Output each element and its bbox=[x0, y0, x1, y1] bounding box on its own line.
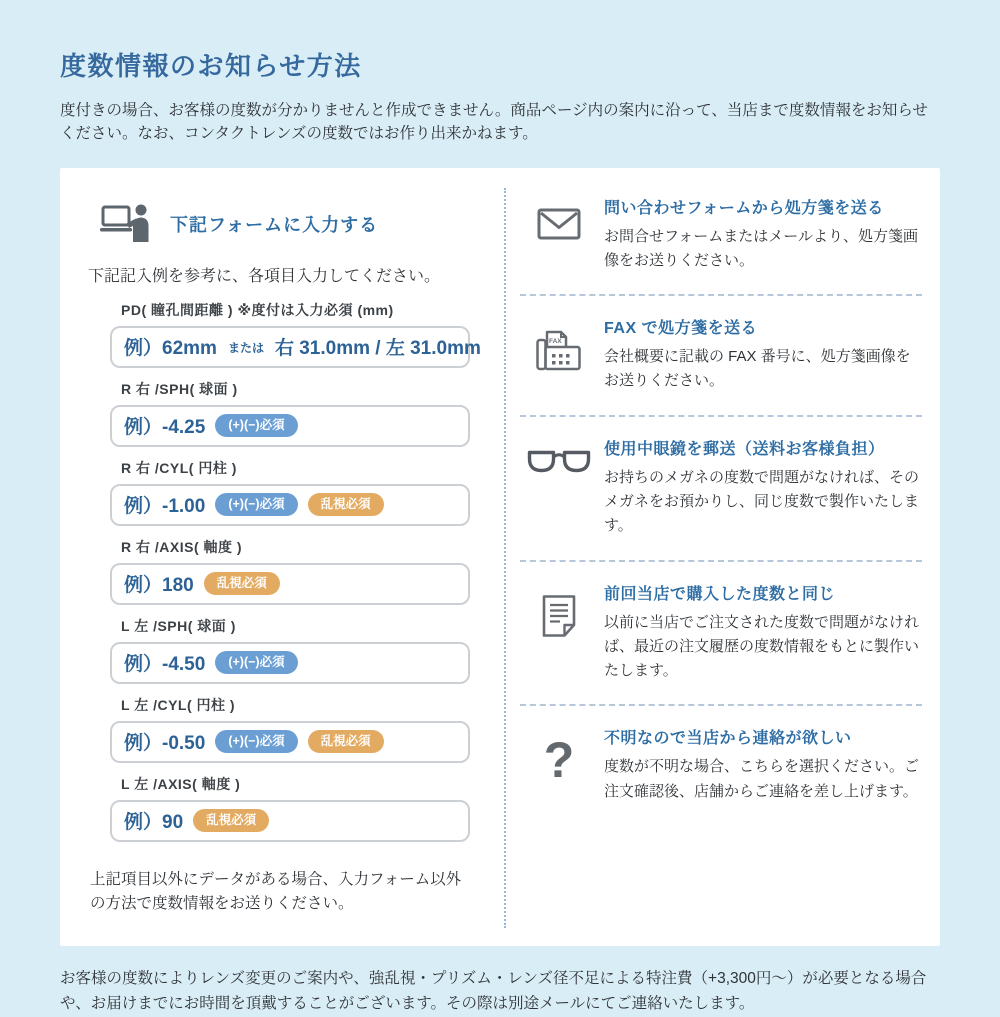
method-text bbox=[604, 195, 920, 274]
method-body: お問合せフォームまたはメールより、処方箋画像をお送りください。 bbox=[604, 227, 918, 269]
method-text bbox=[604, 581, 920, 684]
method-mail-glasses bbox=[520, 415, 922, 560]
field-label: R 右 /CYL( 円柱 ) bbox=[121, 459, 237, 476]
plus-minus-required-badge: (+)(−)必須 bbox=[215, 651, 297, 674]
plus-minus-required-badge: (+)(−)必須 bbox=[215, 730, 297, 753]
method-body: 会社概要に記載の FAX 番号に、処方箋画像をお送りください。 bbox=[604, 348, 911, 390]
method-body: 以前に当店でご注文された度数で問題がなければ、最近の注文履歴の度数情報をもとに製作いたします。 bbox=[604, 613, 920, 680]
field-r-cyl bbox=[110, 458, 470, 526]
field-label: PD( 瞳孔間距離 ) ※度付は入力必須 (mm) bbox=[121, 301, 394, 318]
field-example: 例）62mm bbox=[124, 338, 217, 359]
field-example: 例）-0.50 bbox=[124, 733, 206, 754]
method-body: お持ちのメガネの度数で問題がなければ、そのメガネをお預かりし、同じ度数で製作いたします。 bbox=[604, 468, 920, 535]
field-r-sph bbox=[110, 379, 470, 447]
intro-text: 度付きの場合、お客様の度数が分かりませんと作成できません。商品ページ内の案内に沿って、当店まで度数情報をお知らせください。なお、コンタクトレンズの度数ではお作り出来かねます。 bbox=[60, 102, 928, 143]
field-example-box bbox=[110, 642, 470, 684]
field-l-axis bbox=[110, 774, 470, 842]
field-l-cyl bbox=[110, 695, 470, 763]
method-title: 不明なので当店から連絡が欲しい bbox=[604, 730, 852, 748]
field-label: L 左 /SPH( 球面 ) bbox=[121, 617, 236, 634]
field-example: 例）180 bbox=[124, 575, 194, 596]
field-label: L 左 /AXIS( 軸度 ) bbox=[121, 775, 241, 792]
method-text bbox=[604, 315, 920, 394]
field-example: 例）90 bbox=[124, 812, 184, 833]
field-r-axis bbox=[110, 537, 470, 605]
form-heading-row bbox=[100, 202, 470, 247]
field-example-or: または bbox=[227, 341, 264, 355]
method-fax bbox=[520, 294, 922, 415]
field-example-box bbox=[110, 484, 470, 526]
method-previous-order bbox=[520, 560, 922, 705]
glasses-icon bbox=[526, 436, 592, 539]
field-example-box bbox=[110, 405, 470, 447]
astigmatism-required-badge: 乱視必須 bbox=[204, 572, 280, 595]
field-example-box bbox=[110, 563, 470, 605]
field-example-box bbox=[110, 800, 470, 842]
form-instruction: 下記記入例を参考に、各項目入力してください。 bbox=[88, 267, 441, 285]
page-title: 度数情報のお知らせ方法 bbox=[60, 51, 362, 81]
method-text bbox=[604, 436, 920, 539]
footer-note: お客様の度数によりレンズ変更のご案内や、強乱視・プリズム・レンズ径不足による特注費（+3,300円〜）が必要となる場合や、お届けまでにお時間を頂戴することがございます。その際は別途メールにてご連絡いたします。 bbox=[60, 969, 927, 1013]
astigmatism-required-badge: 乱視必須 bbox=[308, 493, 384, 516]
fax-icon-label: FAX bbox=[549, 338, 562, 346]
field-example: 例）-4.50 bbox=[124, 654, 206, 675]
field-l-sph bbox=[110, 616, 470, 684]
astigmatism-required-badge: 乱視必須 bbox=[193, 809, 269, 832]
fax-icon bbox=[526, 315, 592, 394]
method-text bbox=[604, 725, 920, 804]
field-example-2: 右 31.0mm / 左 31.0mm bbox=[274, 338, 481, 359]
plus-minus-required-badge: (+)(−)必須 bbox=[215, 493, 297, 516]
mail-icon bbox=[526, 195, 592, 274]
method-title: 前回当店で購入した度数と同じ bbox=[604, 585, 836, 603]
field-example-box bbox=[110, 326, 481, 368]
info-card bbox=[60, 168, 940, 946]
field-label: R 右 /AXIS( 軸度 ) bbox=[121, 538, 243, 555]
question-icon: ? bbox=[543, 732, 575, 789]
field-example: 例）-4.25 bbox=[124, 417, 206, 438]
document-icon bbox=[526, 581, 592, 684]
method-contact-me bbox=[520, 704, 922, 825]
field-example-box bbox=[110, 721, 470, 763]
method-title: FAX で処方箋を送る bbox=[604, 320, 758, 338]
field-pd bbox=[110, 300, 481, 368]
example-fields bbox=[110, 300, 481, 842]
method-title: 問い合わせフォームから処方箋を送る bbox=[604, 199, 884, 217]
field-label: R 右 /SPH( 球面 ) bbox=[121, 380, 238, 397]
method-title: 使用中眼鏡を郵送（送料お客様負担） bbox=[604, 440, 885, 458]
computer-user-icon bbox=[100, 202, 152, 247]
method-contact-form bbox=[520, 176, 922, 295]
plus-minus-required-badge: (+)(−)必須 bbox=[215, 414, 297, 437]
form-heading: 下記フォームに入力する bbox=[170, 215, 379, 235]
form-column bbox=[60, 168, 504, 946]
field-label: L 左 /CYL( 円柱 ) bbox=[121, 696, 236, 713]
form-note: 上記項目以外にデータがある場合、入力フォーム以外の方法で度数情報をお送りください。 bbox=[90, 870, 462, 912]
method-body: 度数が不明な場合、こちらを選択ください。ご注文確認後、店舗からご連絡を差し上げます。 bbox=[604, 758, 920, 800]
astigmatism-required-badge: 乱視必須 bbox=[308, 730, 384, 753]
methods-column bbox=[504, 168, 940, 946]
field-example: 例）-1.00 bbox=[124, 496, 206, 517]
